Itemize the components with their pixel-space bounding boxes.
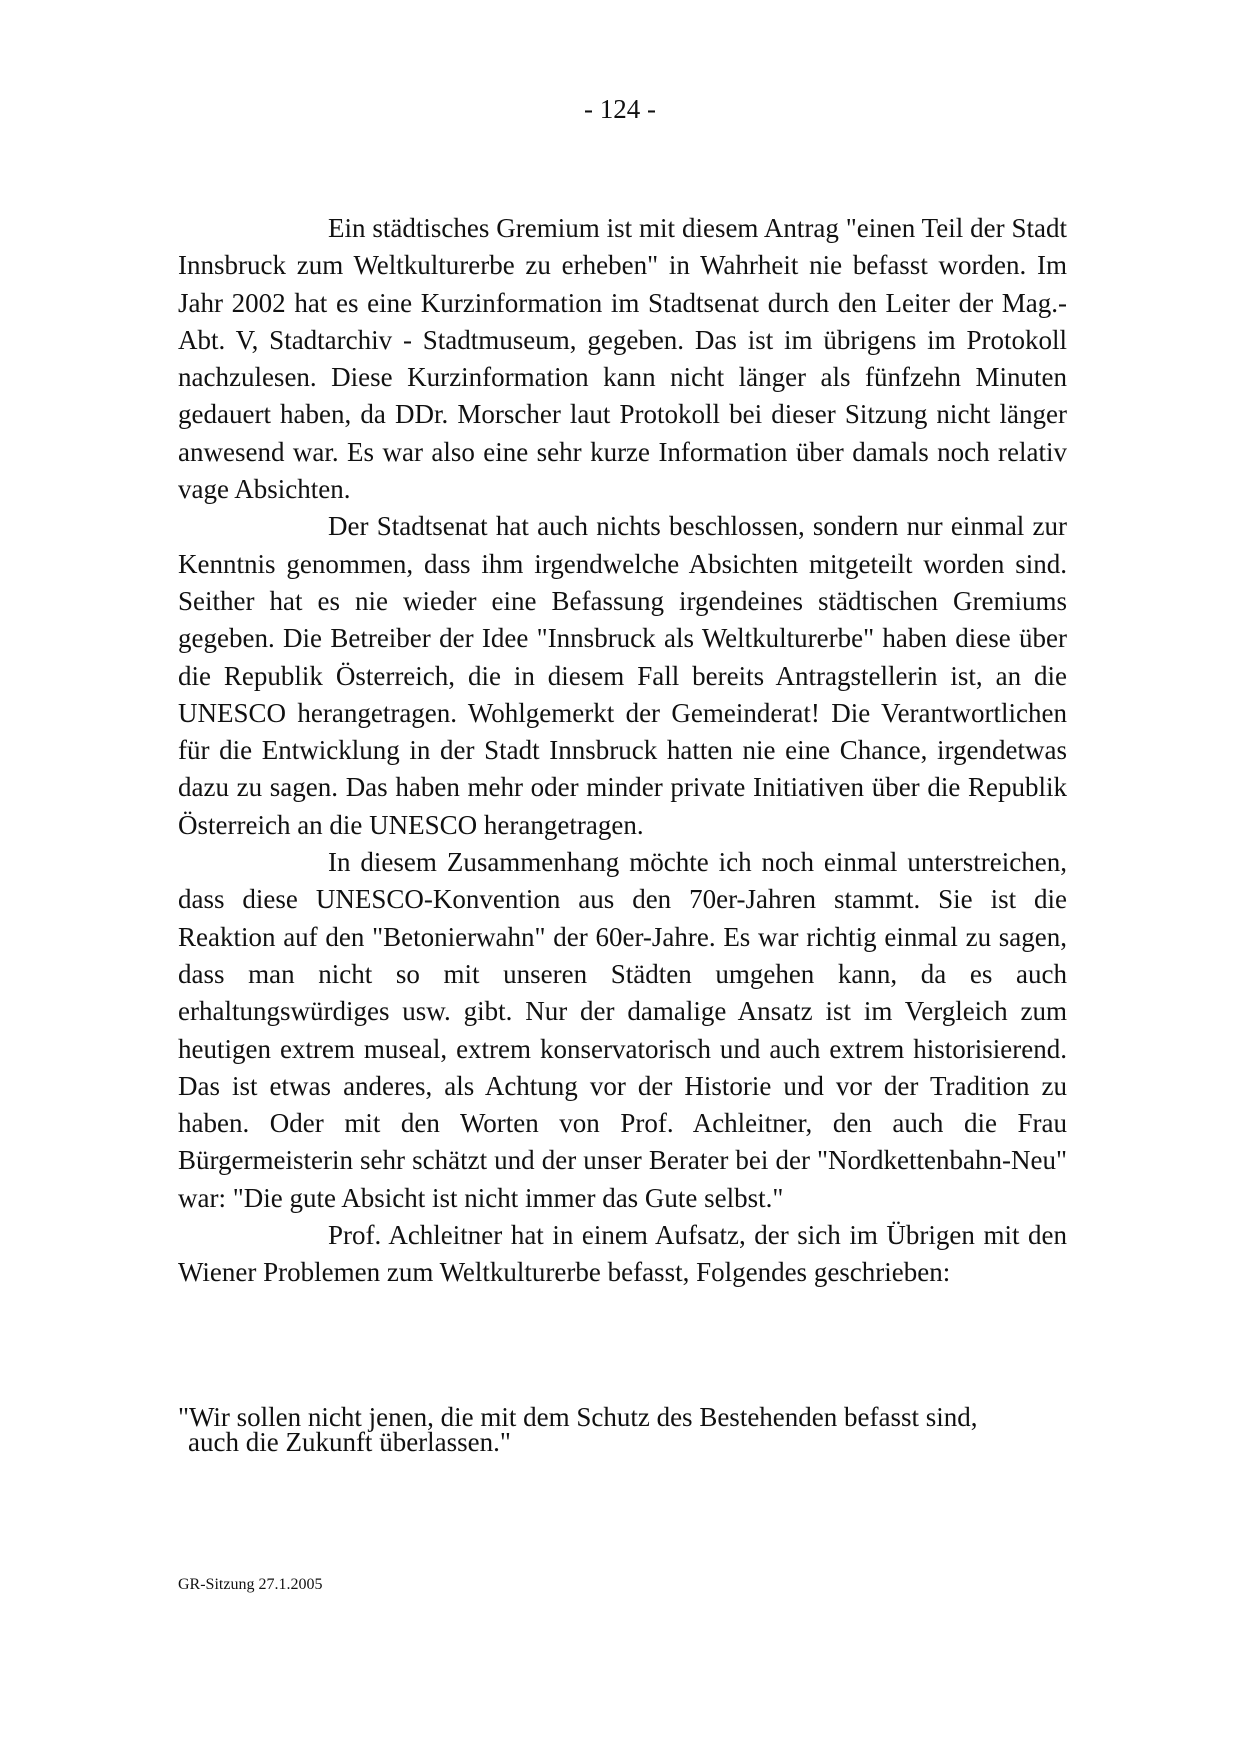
paragraph-3: In diesem Zusammenhang möchte ich noch einmal unterstreichen, dass diese UNESCO-Konvention aus den 70er-Jahren stammt. Sie ist die Reaktion auf den "Betonierwahn" der 60er-Jahre. Es war richtig einmal zu sagen, dass man nicht so mit unseren Städten umgehen kann, da es auch erhaltungswürdiges usw. gibt. Nur der damalige Ansatz ist im Vergleich zum heutigen extrem museal, extrem konservatorisch und auch extrem historisierend. Das ist etwas anderes, als Achtung vor der Historie und vor der Tradition zu haben. Oder mit den Worten von Prof. Achleitner, den auch die Frau Bürgermeisterin sehr schätzt und der unser Berater bei der "Nordkettenbahn-Neu" war: "Die gute Absicht ist nicht immer das Gute selbst." bbox=[178, 847, 1067, 1213]
footer-session-date: GR-Sitzung 27.1.2005 bbox=[178, 1576, 323, 1593]
block-quote bbox=[178, 1402, 1067, 1457]
body-text bbox=[178, 210, 1067, 1292]
paragraph-4: Prof. Achleitner hat in einem Aufsatz, der sich im Übrigen mit den Wiener Problemen zum Weltkulturerbe befasst, Folgendes geschrieben: bbox=[178, 1220, 1067, 1288]
paragraph-2: Der Stadtsenat hat auch nichts beschlossen, sondern nur einmal zur Kenntnis genommen, dass ihm irgendwelche Absichten mitgeteilt worden sind. Seither hat es nie wieder eine Befassung irgendeines städtischen Gremiums gegeben. Die Betreiber der Idee "Innsbruck als Weltkulturerbe" haben diese über die Republik Österreich, die in diesem Fall bereits Antragstellerin ist, an die UNESCO herangetragen. Wohlgemerkt der Gemeinderat! Die Verantwortlichen für die Entwicklung in der Stadt Innsbruck hatten nie eine Chance, irgendetwas dazu zu sagen. Das haben mehr oder minder private Initiativen über die Republik Österreich an die UNESCO herangetragen. bbox=[178, 511, 1067, 840]
quote-line-1: "Wir sollen nicht jenen, die mit dem Schutz des Bestehenden befasst sind, bbox=[178, 1402, 978, 1432]
paragraph-1: Ein städtisches Gremium ist mit diesem Antrag "einen Teil der Stadt Innsbruck zum Weltkulturerbe zu erheben" in Wahrheit nie befasst worden. Im Jahr 2002 hat es eine Kurzinformation im Stadtsenat durch den Leiter der Mag.-Abt. V, Stadtarchiv - Stadtmuseum, gegeben. Das ist im übrigens im Protokoll nachzulesen. Diese Kurzinformation kann nicht länger als fünfzehn Minuten gedauert haben, da DDr. Morscher laut Protokoll bei dieser Sitzung nicht länger anwesend war. Es war also eine sehr kurze Information über damals noch relativ vage Absichten. bbox=[178, 213, 1067, 505]
page-number: - 124 - bbox=[584, 94, 656, 124]
quote-line-2: auch die Zukunft überlassen." bbox=[188, 1427, 511, 1457]
